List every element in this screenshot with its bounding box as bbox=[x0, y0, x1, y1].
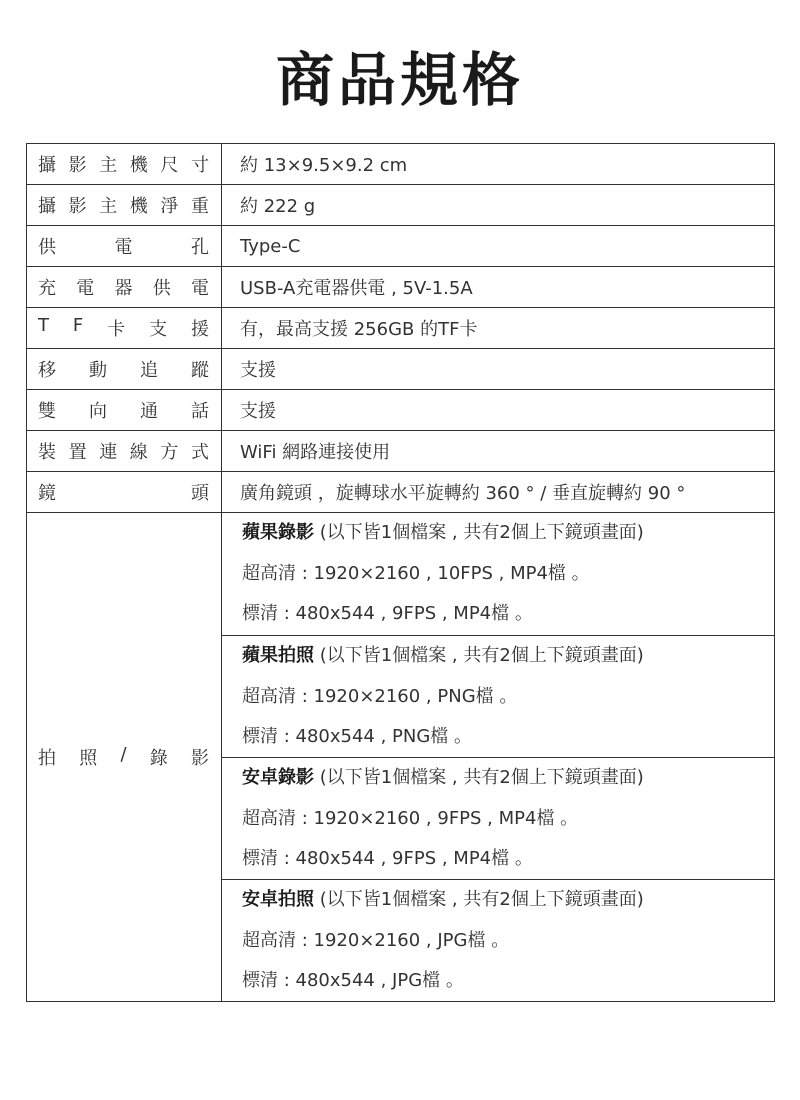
spec-label-char: 錄 bbox=[149, 748, 168, 769]
spec-label-char: 移 bbox=[38, 360, 56, 381]
spec-label-char: 置 bbox=[68, 442, 87, 463]
media-format-note: (以下皆1個檔案 , 共有2個上下鏡頭畫面) bbox=[314, 522, 644, 543]
spec-value: 有，最高支援 256GB 的TF卡 bbox=[222, 308, 775, 349]
spec-label-char: 方 bbox=[160, 442, 179, 463]
spec-row bbox=[27, 431, 775, 472]
spec-label-char: / bbox=[120, 744, 127, 765]
media-format-title: 安卓錄影 bbox=[242, 767, 314, 788]
media-format-hd: 超高清 : 1920×2160 , 10FPS , MP4檔 。 bbox=[242, 562, 590, 584]
spec-label-char: 雙 bbox=[38, 401, 56, 422]
spec-label-char: 援 bbox=[190, 319, 209, 340]
media-format-note: (以下皆1個檔案 , 共有2個上下鏡頭畫面) bbox=[314, 645, 644, 666]
spec-label bbox=[27, 390, 222, 431]
spec-row bbox=[27, 144, 775, 185]
spec-label-char: 主 bbox=[99, 196, 118, 217]
spec-value: 廣角鏡頭 ，旋轉球水平旋轉約 360 ° / 垂直旋轉約 90 ° bbox=[222, 472, 775, 513]
spec-row bbox=[27, 185, 775, 226]
spec-label-char: 寸 bbox=[190, 155, 209, 176]
spec-label-char: 鏡 bbox=[38, 483, 56, 504]
spec-label-char: 電 bbox=[114, 237, 133, 258]
spec-label-char: 充 bbox=[38, 278, 56, 299]
spec-label-char: 話 bbox=[191, 401, 209, 422]
spec-label-char: 拍 bbox=[38, 748, 56, 769]
spec-label-char: 連 bbox=[99, 442, 118, 463]
media-format-heading bbox=[222, 880, 774, 921]
spec-row bbox=[27, 308, 775, 349]
spec-value: 約 13×9.5×9.2 cm bbox=[222, 144, 775, 185]
media-format-heading bbox=[222, 636, 774, 677]
spec-label-char: 蹤 bbox=[191, 360, 209, 381]
media-format-hd: 超高清 : 1920×2160 , PNG檔 。 bbox=[242, 685, 518, 707]
spec-label bbox=[27, 431, 222, 472]
spec-label bbox=[27, 144, 222, 185]
spec-label bbox=[27, 226, 222, 267]
spec-label-char: 照 bbox=[79, 748, 98, 769]
media-format-hd: 超高清 : 1920×2160 , 9FPS , MP4檔 。 bbox=[242, 807, 579, 829]
spec-label-char: 尺 bbox=[160, 155, 179, 176]
media-format-sd: 標清 : 480x544 , 9FPS , MP4檔 。 bbox=[242, 848, 533, 870]
spec-value: 支援 bbox=[222, 390, 775, 431]
media-format-title: 蘋果錄影 bbox=[242, 522, 314, 543]
spec-label-char: 主 bbox=[99, 155, 118, 176]
spec-label-char: 動 bbox=[89, 360, 107, 381]
media-format-heading bbox=[222, 758, 774, 799]
spec-table bbox=[26, 143, 775, 1002]
spec-label bbox=[27, 185, 222, 226]
media-format-hd: 超高清 : 1920×2160 , JPG檔 。 bbox=[242, 929, 510, 951]
spec-label-char: 攝 bbox=[38, 196, 56, 217]
spec-row bbox=[27, 226, 775, 267]
spec-label-char: 器 bbox=[114, 278, 133, 299]
spec-label-char: 影 bbox=[68, 155, 87, 176]
spec-label-char: 線 bbox=[129, 442, 148, 463]
spec-label-char: 機 bbox=[129, 155, 148, 176]
spec-label-char: 影 bbox=[68, 196, 87, 217]
spec-value: USB-A充電器供電 , 5V-1.5A bbox=[222, 267, 775, 308]
media-format-note: (以下皆1個檔案 , 共有2個上下鏡頭畫面) bbox=[314, 889, 644, 910]
spec-label bbox=[27, 308, 222, 349]
spec-label-char: 式 bbox=[190, 442, 209, 463]
spec-label-char: 攝 bbox=[38, 155, 56, 176]
media-format-block bbox=[222, 879, 774, 1001]
media-format-sd: 標清 : 480x544 , JPG檔 。 bbox=[242, 970, 464, 992]
spec-value: 支援 bbox=[222, 349, 775, 390]
spec-label-char: 通 bbox=[140, 401, 158, 422]
media-format-note: (以下皆1個檔案 , 共有2個上下鏡頭畫面) bbox=[314, 767, 644, 788]
media-format-block bbox=[222, 635, 774, 757]
page-title: 商品規格 bbox=[275, 46, 524, 114]
spec-label-char: 重 bbox=[190, 196, 209, 217]
media-format-block bbox=[222, 513, 774, 635]
spec-label-char: 電 bbox=[76, 278, 95, 299]
media-format-sd: 標清 : 480x544 , PNG檔 。 bbox=[242, 726, 473, 748]
media-format-title: 蘋果拍照 bbox=[242, 645, 314, 666]
spec-value: Type-C bbox=[222, 226, 775, 267]
spec-label bbox=[27, 472, 222, 513]
media-formats bbox=[222, 513, 775, 1002]
spec-label-char: 孔 bbox=[191, 237, 209, 258]
spec-label-char: 卡 bbox=[107, 319, 126, 340]
spec-label-char: 影 bbox=[190, 748, 209, 769]
spec-label-char: T bbox=[38, 315, 49, 336]
spec-label bbox=[27, 267, 222, 308]
spec-label-char: 機 bbox=[129, 196, 148, 217]
spec-row bbox=[27, 390, 775, 431]
media-format-block bbox=[222, 757, 774, 879]
spec-value: 約 222 g bbox=[222, 185, 775, 226]
spec-label-char: 頭 bbox=[191, 483, 209, 504]
media-format-heading bbox=[222, 513, 774, 554]
spec-row bbox=[27, 349, 775, 390]
spec-label-char: 裝 bbox=[38, 442, 56, 463]
media-format-title: 安卓拍照 bbox=[242, 889, 314, 910]
spec-label-char: 支 bbox=[149, 319, 168, 340]
spec-label-char: F bbox=[72, 315, 84, 336]
spec-row bbox=[27, 472, 775, 513]
spec-label-char: 淨 bbox=[160, 196, 179, 217]
spec-value: WiFi 網路連接使用 bbox=[222, 431, 775, 472]
spec-label-char: 供 bbox=[38, 237, 56, 258]
spec-label bbox=[27, 349, 222, 390]
spec-label-char: 電 bbox=[191, 278, 209, 299]
spec-label bbox=[27, 513, 222, 1002]
spec-label-char: 向 bbox=[89, 401, 107, 422]
spec-row-media bbox=[27, 513, 775, 1002]
media-format-sd: 標清 : 480x544 , 9FPS , MP4檔 。 bbox=[242, 603, 533, 625]
spec-row bbox=[27, 267, 775, 308]
spec-label-char: 追 bbox=[140, 360, 158, 381]
spec-label-char: 供 bbox=[152, 278, 171, 299]
